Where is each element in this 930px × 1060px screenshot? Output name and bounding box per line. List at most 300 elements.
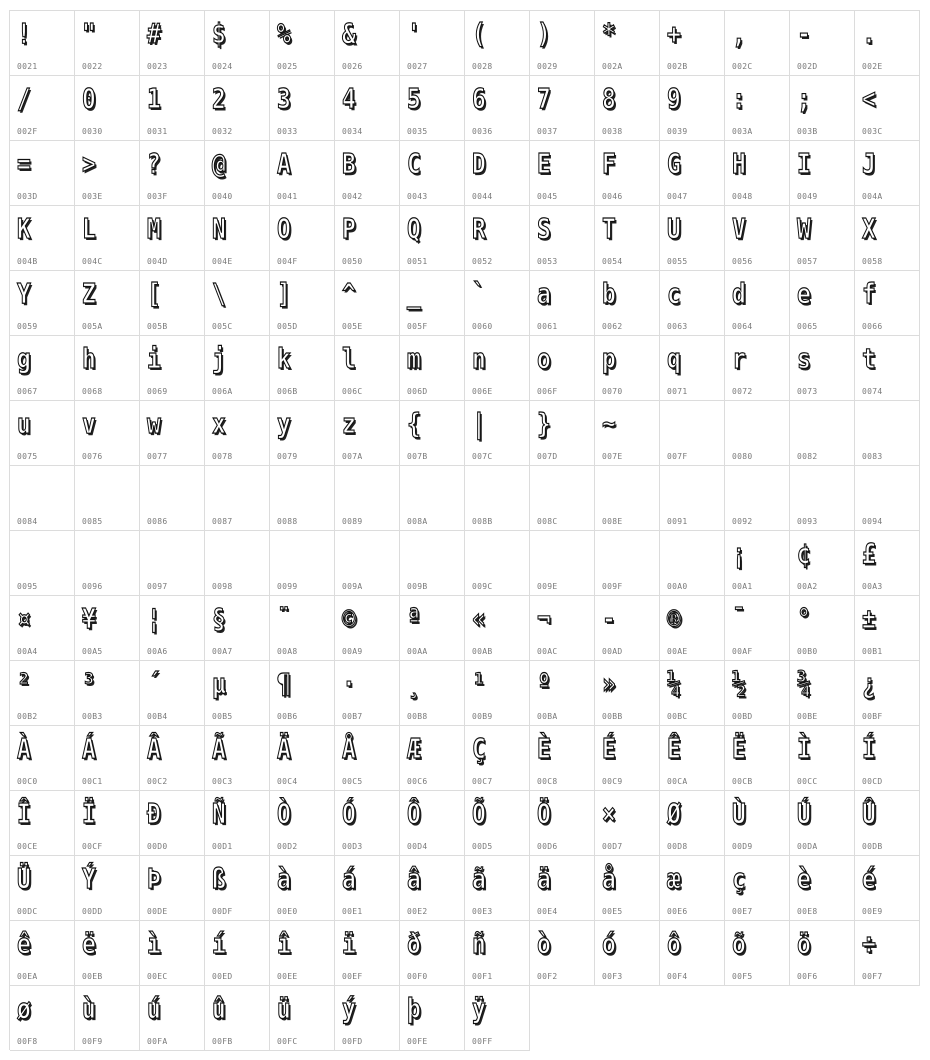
glyph-preview: ô bbox=[667, 927, 681, 960]
glyph-cell[interactable] bbox=[465, 76, 530, 141]
glyph-cell[interactable] bbox=[790, 76, 855, 141]
glyph-cell[interactable] bbox=[140, 11, 205, 76]
glyph-code-label: 007B bbox=[407, 452, 428, 461]
glyph-cell[interactable] bbox=[270, 986, 335, 1051]
glyph-cell[interactable] bbox=[270, 401, 335, 466]
glyph-code-label: 00AC bbox=[537, 647, 558, 656]
glyph-cell[interactable] bbox=[270, 271, 335, 336]
glyph-cell[interactable] bbox=[530, 791, 595, 856]
glyph-cell[interactable] bbox=[595, 531, 660, 596]
glyph-cell[interactable] bbox=[725, 76, 790, 141]
glyph-cell[interactable] bbox=[595, 791, 660, 856]
glyph-cell[interactable] bbox=[75, 401, 140, 466]
glyph-code-label: 00B6 bbox=[277, 712, 298, 721]
glyph-cell[interactable] bbox=[400, 791, 465, 856]
glyph-cell[interactable] bbox=[595, 401, 660, 466]
glyph-preview: Ñ bbox=[212, 797, 226, 830]
glyph-cell[interactable] bbox=[140, 531, 205, 596]
glyph-cell[interactable] bbox=[140, 726, 205, 791]
glyph-code-label: 007D bbox=[537, 452, 558, 461]
glyph-cell[interactable] bbox=[790, 466, 855, 531]
glyph-cell[interactable] bbox=[660, 11, 725, 76]
glyph-cell[interactable] bbox=[205, 141, 270, 206]
glyph-cell[interactable] bbox=[660, 206, 725, 271]
glyph-cell[interactable] bbox=[75, 921, 140, 986]
glyph-code-label: 0084 bbox=[17, 517, 38, 526]
glyph-preview: Ë bbox=[732, 732, 746, 765]
glyph-cell[interactable] bbox=[335, 856, 400, 921]
glyph-code-label: 00C6 bbox=[407, 777, 428, 786]
glyph-cell[interactable] bbox=[660, 271, 725, 336]
glyph-cell[interactable] bbox=[400, 986, 465, 1051]
glyph-cell[interactable] bbox=[400, 661, 465, 726]
glyph-cell[interactable] bbox=[465, 596, 530, 661]
glyph-cell[interactable] bbox=[400, 206, 465, 271]
glyph-cell[interactable] bbox=[205, 11, 270, 76]
glyph-cell[interactable] bbox=[205, 921, 270, 986]
glyph-cell[interactable] bbox=[595, 466, 660, 531]
glyph-preview: V bbox=[732, 212, 746, 245]
glyph-cell[interactable] bbox=[855, 791, 920, 856]
glyph-cell[interactable] bbox=[205, 401, 270, 466]
glyph-cell[interactable] bbox=[75, 76, 140, 141]
glyph-code-label: 0070 bbox=[602, 387, 623, 396]
glyph-cell[interactable] bbox=[270, 726, 335, 791]
glyph-code-label: 00D0 bbox=[147, 842, 168, 851]
glyph-preview: M bbox=[147, 212, 161, 245]
glyph-cell[interactable] bbox=[855, 596, 920, 661]
glyph-cell[interactable] bbox=[595, 856, 660, 921]
glyph-preview: î bbox=[277, 927, 291, 960]
glyph-cell[interactable] bbox=[75, 271, 140, 336]
glyph-cell[interactable] bbox=[595, 206, 660, 271]
glyph-code-label: 0042 bbox=[342, 192, 363, 201]
glyph-preview: / bbox=[17, 82, 31, 115]
glyph-cell[interactable] bbox=[335, 271, 400, 336]
glyph-cell[interactable] bbox=[400, 856, 465, 921]
glyph-cell[interactable] bbox=[10, 531, 75, 596]
glyph-cell[interactable] bbox=[270, 661, 335, 726]
glyph-cell[interactable] bbox=[270, 336, 335, 401]
glyph-cell[interactable] bbox=[790, 271, 855, 336]
glyph-cell[interactable] bbox=[335, 11, 400, 76]
glyph-cell[interactable] bbox=[465, 791, 530, 856]
glyph-cell[interactable] bbox=[335, 206, 400, 271]
glyph-cell[interactable] bbox=[660, 596, 725, 661]
glyph-cell[interactable] bbox=[725, 921, 790, 986]
glyph-cell[interactable] bbox=[595, 596, 660, 661]
glyph-cell[interactable] bbox=[205, 661, 270, 726]
glyph-cell[interactable] bbox=[595, 661, 660, 726]
glyph-cell[interactable] bbox=[855, 921, 920, 986]
glyph-cell[interactable] bbox=[465, 921, 530, 986]
glyph-cell[interactable] bbox=[140, 661, 205, 726]
glyph-cell[interactable] bbox=[530, 596, 595, 661]
glyph-cell[interactable] bbox=[270, 76, 335, 141]
glyph-cell[interactable] bbox=[10, 206, 75, 271]
glyph-cell[interactable] bbox=[140, 271, 205, 336]
glyph-cell[interactable] bbox=[10, 726, 75, 791]
glyph-cell[interactable] bbox=[855, 271, 920, 336]
glyph-cell[interactable] bbox=[140, 206, 205, 271]
glyph-cell[interactable] bbox=[790, 596, 855, 661]
glyph-cell[interactable] bbox=[855, 531, 920, 596]
glyph-cell[interactable] bbox=[530, 271, 595, 336]
glyph-code-label: 00F8 bbox=[17, 1037, 38, 1046]
glyph-cell[interactable] bbox=[140, 921, 205, 986]
glyph-cell[interactable] bbox=[725, 531, 790, 596]
glyph-cell[interactable] bbox=[10, 401, 75, 466]
glyph-code-label: 0025 bbox=[277, 62, 298, 71]
glyph-cell[interactable] bbox=[140, 791, 205, 856]
glyph-cell[interactable] bbox=[10, 271, 75, 336]
glyph-cell[interactable] bbox=[75, 596, 140, 661]
glyph-cell[interactable] bbox=[530, 661, 595, 726]
glyph-cell[interactable] bbox=[270, 466, 335, 531]
glyph-preview: 7 bbox=[537, 82, 551, 115]
glyph-cell[interactable] bbox=[790, 661, 855, 726]
glyph-code-label: 008C bbox=[537, 517, 558, 526]
glyph-cell[interactable] bbox=[75, 661, 140, 726]
glyph-cell[interactable] bbox=[400, 271, 465, 336]
glyph-cell[interactable] bbox=[10, 336, 75, 401]
glyph-preview: ³ bbox=[82, 667, 96, 700]
glyph-cell[interactable] bbox=[855, 856, 920, 921]
glyph-cell[interactable] bbox=[855, 141, 920, 206]
glyph-cell[interactable] bbox=[140, 401, 205, 466]
glyph-cell[interactable] bbox=[595, 336, 660, 401]
glyph-preview: y bbox=[277, 407, 291, 440]
glyph-cell[interactable] bbox=[595, 921, 660, 986]
glyph-cell[interactable] bbox=[140, 466, 205, 531]
glyph-code-label: 006F bbox=[537, 387, 558, 396]
glyph-cell[interactable] bbox=[660, 76, 725, 141]
glyph-cell[interactable] bbox=[400, 336, 465, 401]
glyph-cell[interactable] bbox=[335, 466, 400, 531]
glyph-code-label: 00AD bbox=[602, 647, 623, 656]
glyph-cell[interactable] bbox=[725, 791, 790, 856]
glyph-cell[interactable] bbox=[75, 466, 140, 531]
glyph-cell[interactable] bbox=[530, 11, 595, 76]
glyph-cell[interactable] bbox=[465, 271, 530, 336]
glyph-code-label: 0056 bbox=[732, 257, 753, 266]
glyph-cell[interactable] bbox=[400, 726, 465, 791]
glyph-cell[interactable] bbox=[400, 596, 465, 661]
glyph-cell[interactable] bbox=[335, 401, 400, 466]
glyph-code-label: 00F5 bbox=[732, 972, 753, 981]
glyph-cell[interactable] bbox=[725, 206, 790, 271]
glyph-cell[interactable] bbox=[140, 596, 205, 661]
glyph-cell[interactable] bbox=[140, 986, 205, 1051]
glyph-code-label: 00BA bbox=[537, 712, 558, 721]
glyph-cell[interactable] bbox=[10, 596, 75, 661]
glyph-cell[interactable] bbox=[400, 141, 465, 206]
glyph-code-label: 0060 bbox=[472, 322, 493, 331]
glyph-cell[interactable] bbox=[335, 921, 400, 986]
glyph-cell[interactable] bbox=[725, 596, 790, 661]
glyph-cell[interactable] bbox=[725, 271, 790, 336]
glyph-cell[interactable] bbox=[270, 141, 335, 206]
glyph-code-label: 00E6 bbox=[667, 907, 688, 916]
glyph-code-label: 0095 bbox=[17, 582, 38, 591]
glyph-preview: W bbox=[797, 212, 811, 245]
glyph-code-label: 00DA bbox=[797, 842, 818, 851]
glyph-cell[interactable] bbox=[400, 76, 465, 141]
glyph-cell[interactable] bbox=[855, 401, 920, 466]
glyph-cell[interactable] bbox=[530, 76, 595, 141]
glyph-cell[interactable] bbox=[530, 726, 595, 791]
glyph-cell[interactable] bbox=[75, 856, 140, 921]
glyph-code-label: 00A4 bbox=[17, 647, 38, 656]
glyph-cell[interactable] bbox=[530, 336, 595, 401]
glyph-preview: % bbox=[277, 17, 291, 50]
glyph-preview: ý bbox=[342, 992, 356, 1025]
glyph-cell[interactable] bbox=[660, 336, 725, 401]
glyph-preview: P bbox=[342, 212, 356, 245]
glyph-cell[interactable] bbox=[465, 401, 530, 466]
glyph-cell[interactable] bbox=[205, 726, 270, 791]
glyph-code-label: 00C4 bbox=[277, 777, 298, 786]
glyph-cell[interactable] bbox=[855, 466, 920, 531]
glyph-cell[interactable] bbox=[335, 76, 400, 141]
glyph-cell[interactable] bbox=[465, 531, 530, 596]
glyph-cell[interactable] bbox=[335, 141, 400, 206]
glyph-code-label: 0089 bbox=[342, 517, 363, 526]
glyph-cell[interactable] bbox=[140, 336, 205, 401]
glyph-cell[interactable] bbox=[205, 856, 270, 921]
glyph-cell[interactable] bbox=[725, 726, 790, 791]
glyph-cell[interactable] bbox=[75, 11, 140, 76]
glyph-preview: F bbox=[602, 147, 616, 180]
glyph-cell[interactable] bbox=[725, 856, 790, 921]
glyph-cell[interactable] bbox=[660, 791, 725, 856]
glyph-code-label: 0094 bbox=[862, 517, 883, 526]
glyph-code-label: 00BE bbox=[797, 712, 818, 721]
glyph-cell[interactable] bbox=[530, 531, 595, 596]
glyph-cell[interactable] bbox=[335, 596, 400, 661]
glyph-cell[interactable] bbox=[595, 271, 660, 336]
glyph-cell[interactable] bbox=[205, 271, 270, 336]
glyph-cell[interactable] bbox=[530, 206, 595, 271]
glyph-cell[interactable] bbox=[75, 336, 140, 401]
glyph-cell[interactable] bbox=[75, 206, 140, 271]
glyph-preview: ¿ bbox=[862, 667, 876, 700]
glyph-cell[interactable] bbox=[270, 791, 335, 856]
glyph-cell[interactable] bbox=[400, 531, 465, 596]
glyph-preview: ¦ bbox=[147, 602, 161, 635]
glyph-cell[interactable] bbox=[855, 661, 920, 726]
glyph-code-label: 00F1 bbox=[472, 972, 493, 981]
glyph-cell[interactable] bbox=[530, 921, 595, 986]
glyph-cell[interactable] bbox=[270, 531, 335, 596]
glyph-cell[interactable] bbox=[205, 531, 270, 596]
glyph-cell[interactable] bbox=[140, 76, 205, 141]
glyph-preview: ã bbox=[472, 862, 486, 895]
glyph-cell[interactable] bbox=[725, 11, 790, 76]
glyph-cell[interactable] bbox=[660, 921, 725, 986]
glyph-cell[interactable] bbox=[660, 856, 725, 921]
glyph-cell[interactable] bbox=[660, 141, 725, 206]
glyph-cell[interactable] bbox=[335, 726, 400, 791]
glyph-cell[interactable] bbox=[75, 141, 140, 206]
glyph-cell[interactable] bbox=[660, 726, 725, 791]
glyph-cell[interactable] bbox=[465, 726, 530, 791]
glyph-cell[interactable] bbox=[790, 531, 855, 596]
glyph-cell[interactable] bbox=[205, 986, 270, 1051]
glyph-cell[interactable] bbox=[660, 466, 725, 531]
glyph-preview: G bbox=[667, 147, 681, 180]
glyph-cell[interactable] bbox=[725, 141, 790, 206]
glyph-cell[interactable] bbox=[140, 856, 205, 921]
glyph-code-label: 0098 bbox=[212, 582, 233, 591]
glyph-preview: ë bbox=[82, 927, 96, 960]
glyph-cell[interactable] bbox=[790, 791, 855, 856]
glyph-preview: e bbox=[797, 277, 811, 310]
glyph-cell[interactable] bbox=[530, 856, 595, 921]
glyph-cell[interactable] bbox=[465, 206, 530, 271]
glyph-cell[interactable] bbox=[595, 726, 660, 791]
glyph-preview: ê bbox=[17, 927, 31, 960]
glyph-preview: - bbox=[797, 17, 811, 50]
glyph-cell[interactable] bbox=[465, 661, 530, 726]
glyph-cell[interactable] bbox=[270, 596, 335, 661]
glyph-preview: Ö bbox=[537, 797, 551, 830]
glyph-preview: O bbox=[277, 212, 291, 245]
glyph-cell[interactable] bbox=[75, 726, 140, 791]
glyph-cell[interactable] bbox=[790, 11, 855, 76]
glyph-cell[interactable] bbox=[10, 791, 75, 856]
glyph-cell[interactable] bbox=[790, 856, 855, 921]
glyph-preview: ¡ bbox=[732, 537, 746, 570]
glyph-cell[interactable] bbox=[790, 206, 855, 271]
glyph-cell[interactable] bbox=[270, 921, 335, 986]
glyph-cell[interactable] bbox=[725, 466, 790, 531]
glyph-cell[interactable] bbox=[10, 466, 75, 531]
glyph-code-label: 00A5 bbox=[82, 647, 103, 656]
glyph-preview: ' bbox=[407, 17, 421, 50]
glyph-code-label: 00A7 bbox=[212, 647, 233, 656]
glyph-code-label: 006A bbox=[212, 387, 233, 396]
glyph-cell[interactable] bbox=[595, 76, 660, 141]
glyph-cell[interactable] bbox=[10, 661, 75, 726]
glyph-code-label: 00CE bbox=[17, 842, 38, 851]
glyph-cell[interactable] bbox=[595, 141, 660, 206]
glyph-cell[interactable] bbox=[205, 336, 270, 401]
glyph-cell[interactable] bbox=[790, 401, 855, 466]
glyph-code-label: 00E5 bbox=[602, 907, 623, 916]
glyph-cell[interactable] bbox=[660, 531, 725, 596]
glyph-cell[interactable] bbox=[660, 661, 725, 726]
glyph-cell[interactable] bbox=[465, 986, 530, 1051]
glyph-cell[interactable] bbox=[855, 76, 920, 141]
glyph-cell[interactable] bbox=[335, 661, 400, 726]
glyph-cell[interactable] bbox=[270, 856, 335, 921]
glyph-cell[interactable] bbox=[465, 141, 530, 206]
glyph-cell[interactable] bbox=[855, 11, 920, 76]
glyph-preview: å bbox=[602, 862, 616, 895]
glyph-cell[interactable] bbox=[855, 336, 920, 401]
glyph-cell[interactable] bbox=[205, 76, 270, 141]
glyph-cell[interactable] bbox=[725, 336, 790, 401]
glyph-cell[interactable] bbox=[790, 921, 855, 986]
glyph-cell[interactable] bbox=[465, 466, 530, 531]
glyph-preview: J bbox=[862, 147, 876, 180]
glyph-cell[interactable] bbox=[465, 336, 530, 401]
glyph-preview: 3 bbox=[277, 82, 291, 115]
glyph-code-label: 0039 bbox=[667, 127, 688, 136]
glyph-cell[interactable] bbox=[205, 206, 270, 271]
glyph-cell[interactable] bbox=[335, 531, 400, 596]
glyph-preview: s bbox=[797, 342, 811, 375]
glyph-cell[interactable] bbox=[595, 11, 660, 76]
glyph-cell[interactable] bbox=[335, 336, 400, 401]
glyph-preview: ° bbox=[797, 602, 811, 635]
glyph-preview: « bbox=[472, 602, 486, 635]
glyph-cell[interactable] bbox=[75, 531, 140, 596]
glyph-cell[interactable] bbox=[335, 986, 400, 1051]
glyph-cell[interactable] bbox=[400, 466, 465, 531]
glyph-cell[interactable] bbox=[400, 921, 465, 986]
glyph-code-label: 0061 bbox=[537, 322, 558, 331]
glyph-preview: [ bbox=[147, 277, 161, 310]
glyph-code-label: 00B9 bbox=[472, 712, 493, 721]
glyph-code-label: 0055 bbox=[667, 257, 688, 266]
glyph-cell[interactable] bbox=[205, 791, 270, 856]
glyph-cell[interactable] bbox=[75, 986, 140, 1051]
glyph-cell[interactable] bbox=[10, 141, 75, 206]
glyph-cell[interactable] bbox=[660, 401, 725, 466]
glyph-cell[interactable] bbox=[855, 726, 920, 791]
glyph-cell[interactable] bbox=[855, 206, 920, 271]
glyph-code-label: 004A bbox=[862, 192, 883, 201]
glyph-cell[interactable] bbox=[530, 466, 595, 531]
glyph-cell[interactable] bbox=[10, 921, 75, 986]
glyph-cell[interactable] bbox=[530, 141, 595, 206]
glyph-cell[interactable] bbox=[205, 466, 270, 531]
glyph-code-label: 0038 bbox=[602, 127, 623, 136]
glyph-cell[interactable] bbox=[270, 11, 335, 76]
glyph-code-label: 0044 bbox=[472, 192, 493, 201]
glyph-cell[interactable] bbox=[790, 336, 855, 401]
glyph-cell[interactable] bbox=[335, 791, 400, 856]
glyph-preview: È bbox=[537, 732, 551, 765]
glyph-cell[interactable] bbox=[400, 11, 465, 76]
glyph-cell[interactable] bbox=[400, 401, 465, 466]
glyph-cell[interactable] bbox=[790, 141, 855, 206]
glyph-cell[interactable] bbox=[10, 986, 75, 1051]
glyph-preview: í bbox=[212, 927, 226, 960]
glyph-cell[interactable] bbox=[530, 401, 595, 466]
glyph-code-label: 0021 bbox=[17, 62, 38, 71]
glyph-cell[interactable] bbox=[205, 596, 270, 661]
glyph-cell[interactable] bbox=[75, 791, 140, 856]
glyph-cell[interactable] bbox=[790, 726, 855, 791]
glyph-cell[interactable] bbox=[725, 401, 790, 466]
glyph-cell[interactable] bbox=[465, 856, 530, 921]
glyph-cell[interactable] bbox=[270, 206, 335, 271]
glyph-cell[interactable] bbox=[10, 76, 75, 141]
glyph-cell[interactable] bbox=[465, 11, 530, 76]
glyph-cell[interactable] bbox=[10, 11, 75, 76]
glyph-preview: Ì bbox=[797, 732, 811, 765]
glyph-code-label: 00A3 bbox=[862, 582, 883, 591]
glyph-code-label: 00BB bbox=[602, 712, 623, 721]
glyph-preview: Å bbox=[342, 732, 356, 765]
glyph-cell[interactable] bbox=[140, 141, 205, 206]
glyph-cell[interactable] bbox=[725, 661, 790, 726]
glyph-cell[interactable] bbox=[10, 856, 75, 921]
glyph-preview: ª bbox=[407, 602, 421, 635]
